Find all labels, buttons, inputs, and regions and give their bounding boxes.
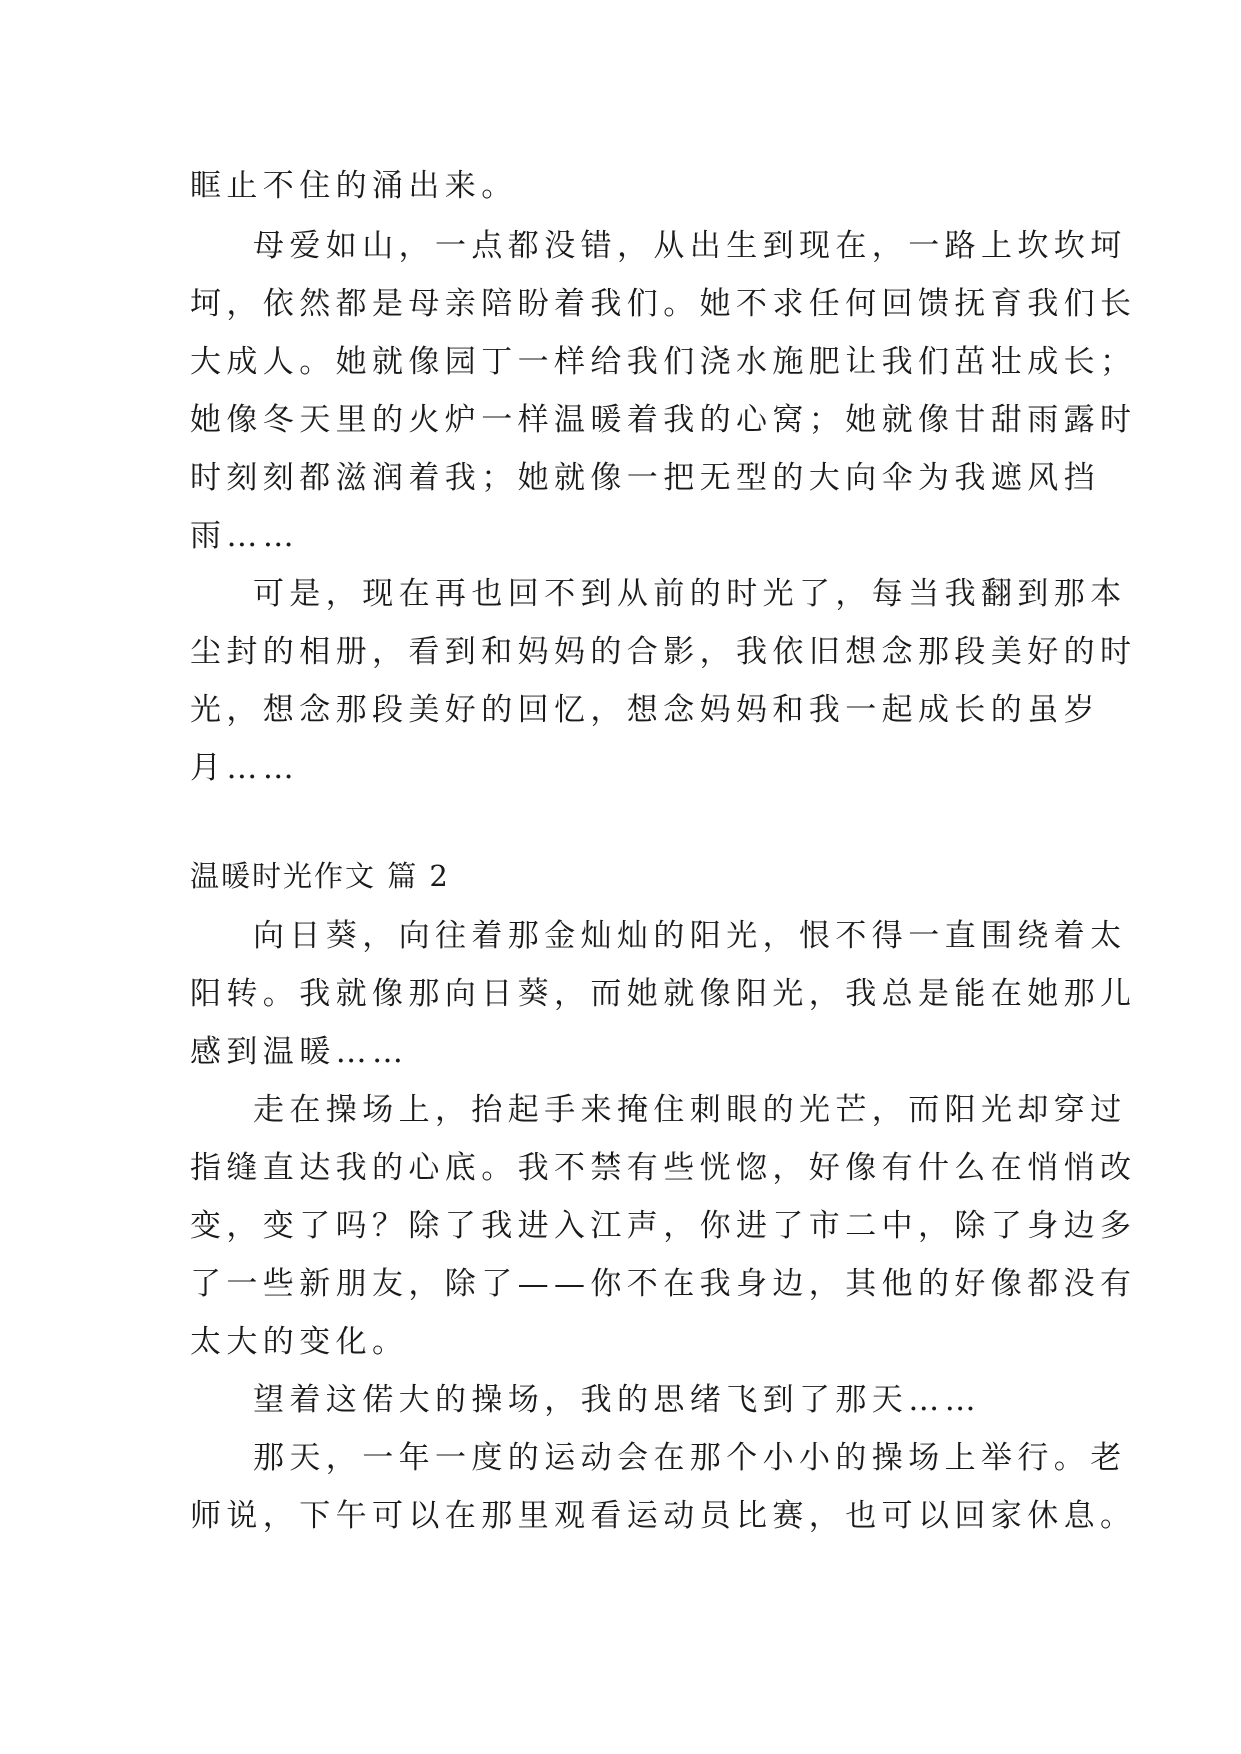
paragraph-2-line-2: 坷，依然都是母亲陪盼着我们。她不求任何回馈抚育我们长 [190,286,1137,322]
paragraph-5-line-3: 变，变了吗？除了我进入江声，你进了市二中，除了身边多 [190,1208,1137,1244]
paragraph-2-line-6: 雨…… [190,518,300,554]
paragraph-3-line-4: 月…… [190,750,300,786]
paragraph-3-line-3: 光，想念那段美好的回忆，想念妈妈和我一起成长的虽岁 [190,692,1100,728]
paragraph-7-line-2: 师说，下午可以在那里观看运动员比赛，也可以回家休息。 [190,1498,1137,1534]
paragraph-4-line-3: 感到温暖…… [190,1034,409,1070]
paragraph-5-line-1: 走在操场上，抬起手来掩住刺眼的光芒，而阳光却穿过 [253,1092,1127,1128]
paragraph-4-line-2: 阳转。我就像那向日葵，而她就像阳光，我总是能在她那儿 [190,976,1137,1012]
paragraph-7-line-1: 那天，一年一度的运动会在那个小小的操场上举行。老 [253,1440,1127,1476]
paragraph-2-line-3: 大成人。她就像园丁一样给我们浇水施肥让我们茁壮成长； [190,344,1137,380]
paragraph-3-line-1: 可是，现在再也回不到从前的时光了，每当我翻到那本 [253,576,1127,612]
paragraph-3-line-2: 尘封的相册，看到和妈妈的合影，我依旧想念那段美好的时 [190,634,1137,670]
paragraph-5-line-5: 太大的变化。 [190,1324,409,1360]
paragraph-1-line-1: 眶止不住的涌出来。 [190,168,518,204]
paragraph-6-line-1: 望着这偌大的操场，我的思绪飞到了那天…… [253,1382,981,1418]
paragraph-5-line-4: 了一些新朋友，除了——你不在我身边，其他的好像都没有 [190,1266,1137,1302]
paragraph-2-line-1: 母爱如山，一点都没错，从出生到现在，一路上坎坎坷 [253,228,1127,264]
section-heading: 温暖时光作文 篇 2 [190,859,450,893]
paragraph-5-line-2: 指缝直达我的心底。我不禁有些恍惚，好像有什么在悄悄改 [190,1150,1137,1186]
paragraph-2-line-5: 时刻刻都滋润着我；她就像一把无型的大向伞为我遮风挡 [190,460,1100,496]
paragraph-4-line-1: 向日葵，向往着那金灿灿的阳光，恨不得一直围绕着太 [253,918,1127,954]
paragraph-2-line-4: 她像冬天里的火炉一样温暖着我的心窝；她就像甘甜雨露时 [190,402,1137,438]
